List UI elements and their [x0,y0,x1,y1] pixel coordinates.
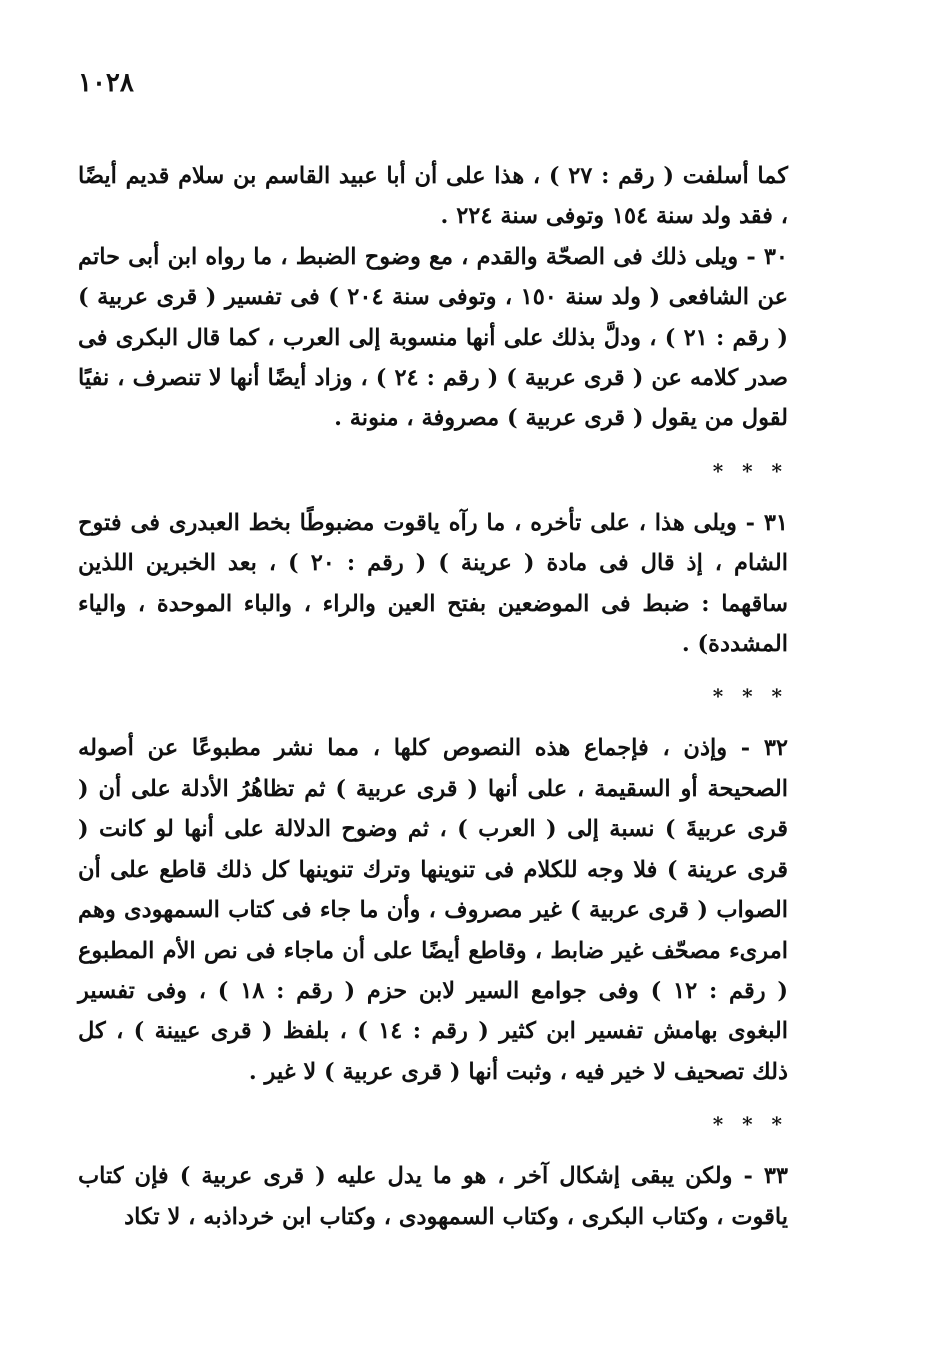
paragraph-32: ٣٢ - وإذن ، فإجماع هذه النصوص كلها ، مما نشر مطبوعًا عن أصوله الصحيحة أو السقيمة ، على أنها ( قرى عربية ) ثم تظاهُرُ الأدلة على أن ( قرى عربيةَ ) نسبة إلى ( العرب ) ، ثم وضوح الدلالة على أنها لو كانت ( قرى عرينة ) فلا وجه للكلام فى تنوينها وترك تنوينها كل ذلك قاطع على أن الصواب ( قرى عربية ) غير مصروف ، وأن ما جاء فى كتاب السمهودى وهم امرىء مصحّف غير ضابط ، وقاطع أيضًا على أن ماجاء فى نص الأم المطبوع ( رقم : ١٢ ) وفى جوامع السير لابن حزم ( رقم : ١٨ ) ، وفى تفسير البغوى بهامش تفسير ابن كثير ( رقم : ١٤ ) ، بلفظ ( قرى عيينة ) ، كل ذلك تصحيف لا خير فيه ، وثبت أنها ( قرى عربية ) لا غير . [78,735,788,1085]
paragraph-30: ٣٠ - ويلى ذلك فى الصحّة والقدم ، مع وضوح الضبط ، ما رواه ابن أبى حاتم عن الشافعى ( ولد سنة ١٥٠ ، وتوفى سنة ٢٠٤ ) فى تفسير ( قرى عربية ) ( رقم : ٢١ ) ، ودلَّ بذلك على أنها منسوبة إلى العرب ، كما قال البكرى فى صدر كلامه عن ( قرى عربية ) ( رقم : ٢٤ ) ، وزاد أيضًا أنها لا تنصرف ، نفيًا لقول من يقول ( قرى عربية ) مصروفة ، منونة . [78,243,789,432]
document-page [78,0,788,1356]
paragraph-intro: كما أسلفت ( رقم : ٢٧ ) ، هذا على أن أبا عبيد القاسم بن سلام قديم أيضًا ، فقد ولد سنة ١٥٤ وتوفى سنة ٢٢٤ . [78,163,788,230]
section-separator: * * * [712,684,788,709]
body-text [78,156,788,1237]
section-separator: * * * [712,458,788,483]
section-separator: * * * [712,1112,788,1137]
paragraph-33: ٣٣ - ولكن يبقى إشكال آخر ، هو ما يدل عليه ( قرى عربية ) فإن كتاب ياقوت ، وكتاب البكرى ، وكتاب السمهودى ، وكتاب ابن خرداذبه ، لا تكاد [78,1163,788,1230]
page-number: ١٠٢٨ [78,68,134,98]
paragraph-31: ٣١ - ويلى هذا ، على تأخره ، ما رآه ياقوت مضبوطًا بخط العبدرى فى فتوح الشام ، إذ قال فى مادة ( عرينة ) ( رقم : ٢٠ ) ، بعد الخبرين اللذين ساقهما : ضبط فى الموضعين بفتح العين والراء ، والباء الموحدة ، والياء المشددة) . [78,509,788,658]
